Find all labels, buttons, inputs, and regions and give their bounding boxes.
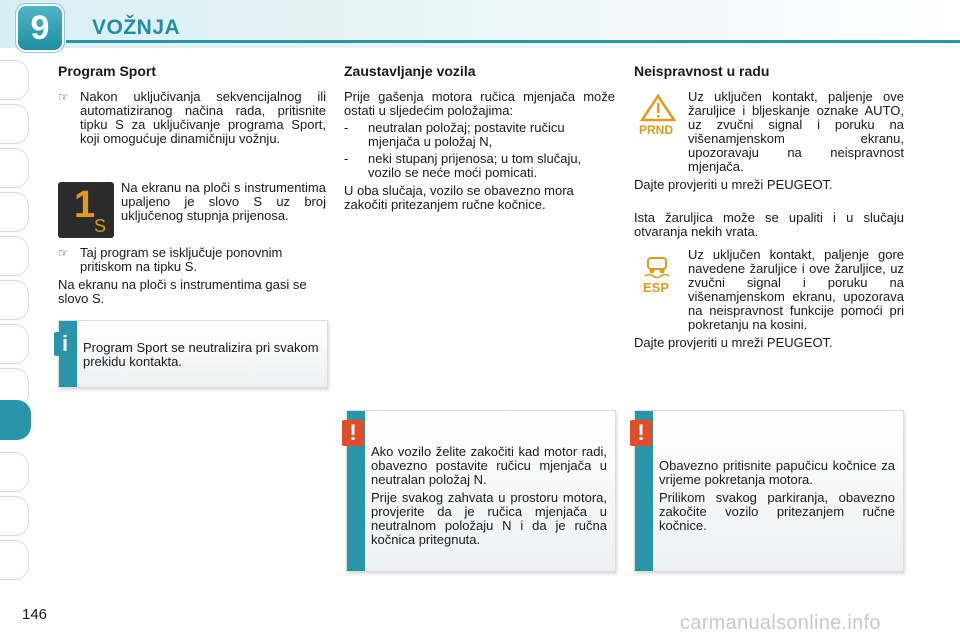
- chapter-title: VOŽNJA: [92, 16, 181, 39]
- gear-letter: S: [94, 216, 107, 236]
- chapter-tabs: [0, 60, 34, 580]
- chapter-tab[interactable]: [0, 496, 29, 536]
- list-item: - neki stupanj prijenosa; u tom slučaju, vozilo se neće moći pomicati.: [344, 152, 615, 180]
- prnd-label: PRND: [639, 123, 674, 136]
- warning-paragraph: Ako vozilo želite zakočiti kad motor radi, obavezno postavite ručicu mjenjača u neutralan položaj N.: [371, 444, 607, 487]
- prnd-paragraph: [634, 90, 904, 192]
- info-note-box: [58, 320, 328, 388]
- page-number: 146: [22, 606, 48, 623]
- paragraph: Dajte provjeriti u mreži PEUGEOT.: [634, 335, 833, 350]
- paragraph: Na ekranu na ploči s instrumentima gasi se slovo S.: [58, 277, 307, 306]
- esp-text: Uz uključen kontakt, paljenje gore navedene žaruljice i ove žaruljice, uz zvučni signal i poruku na višenamjenskom ekranu, upozorava na neispravnost funkcije pomoći pri pokretanju na kosini.: [688, 247, 904, 332]
- list-item-text: neki stupanj prijenosa; u tom slučaju, vozilo se neće moći pomicati.: [368, 151, 582, 180]
- warning-paragraph: Prilikom svakog parkiranja, obavezno zakočite vozilo pritezanjem ručne kočnice.: [659, 490, 895, 533]
- right-column: [634, 64, 904, 78]
- warning-paragraph: Obavezno pritisnite papučicu kočnice za vrijeme pokretanja motora.: [659, 458, 895, 487]
- middle-column: [344, 64, 615, 212]
- info-note-text: Program Sport se neutralizira pri svakom prekidu kontakta.: [83, 340, 319, 369]
- bullet-item: [58, 246, 326, 274]
- info-icon: i: [54, 332, 76, 356]
- list-item: - neutralan položaj; postavite ručicu mjenjača u položaj N,: [344, 121, 615, 149]
- esp-label: ESP: [643, 280, 670, 294]
- warning-note-text: [659, 459, 895, 533]
- chapter-tab[interactable]: [0, 452, 29, 492]
- header-divider: [66, 40, 960, 43]
- warning-note-text: [371, 445, 607, 547]
- hand-pointer-icon: ☞: [58, 90, 69, 104]
- warning-note-box: [346, 410, 616, 572]
- section-title-stopping: Zaustavljanje vozila: [344, 63, 476, 79]
- bullet-text: Nakon uključivanja sekvencijalnog ili automatiziranog načina rada, pritisnite tipku S za uključivanje programa Sport, koji omogućuje dinamičniju vožnju.: [80, 89, 326, 146]
- bullet-item: [58, 90, 326, 146]
- warning-icon: !: [630, 420, 652, 446]
- warning-note-box: [634, 410, 904, 572]
- paragraph: Prije gašenja motora ručica mjenjača može ostati u sljedećim položajima:: [344, 89, 615, 118]
- watermark: carmanualsonline.info: [680, 612, 881, 634]
- left-column: [58, 64, 326, 146]
- paragraph: Ista žaruljica može se upaliti i u slučaju otvaranja nekih vrata.: [634, 210, 904, 239]
- warning-paragraph: Prije svakog zahvata u prostoru motora, provjerite da je ručica mjenjača u neutralnom položaju N i da je ručna kočnica pritegnuta.: [371, 490, 607, 547]
- gear-display-image: [58, 182, 114, 238]
- chapter-tab[interactable]: [0, 236, 29, 276]
- warning-icon: !: [342, 420, 364, 446]
- paragraph: Dajte provjeriti u mreži PEUGEOT.: [634, 177, 833, 192]
- gear-digit: 1: [74, 184, 96, 226]
- chapter-tab[interactable]: [0, 60, 29, 100]
- chapter-tab[interactable]: [0, 104, 29, 144]
- hand-pointer-icon: ☞: [58, 246, 69, 260]
- bullet-text: Taj program se isključuje ponovnim pritiskom na tipku S.: [80, 245, 283, 274]
- chapter-tab[interactable]: [0, 192, 29, 232]
- chapter-tab[interactable]: [0, 280, 29, 320]
- gear-caption: Na ekranu na ploči s instrumentima upaljeno je slovo S uz broj uključenog stupnja prijenosa.: [121, 180, 326, 223]
- esp-paragraph: [634, 248, 904, 350]
- chapter-tab[interactable]: [0, 148, 29, 188]
- left-column-lower: [58, 246, 326, 306]
- prnd-text: Uz uključen kontakt, paljenje ove žaruljice i bljeskanje oznake AUTO, uz zvučni signal i poruku na višenamjenskom ekranu, upozoravaju na neispravnost mjenjača.: [688, 89, 904, 174]
- section-title-program-sport: Program Sport: [58, 63, 157, 79]
- section-title-malfunction: Neispravnost u radu: [634, 63, 770, 79]
- list-item-text: neutralan položaj; postavite ručicu mjenjača u položaj N,: [368, 120, 565, 149]
- chapter-tab-active[interactable]: [0, 400, 31, 440]
- chapter-tab[interactable]: [0, 540, 29, 580]
- chapter-tab[interactable]: [0, 324, 29, 364]
- chapter-number-badge: 9: [18, 6, 62, 50]
- paragraph: U oba slučaja, vozilo se obavezno mora zakočiti pritezanjem ručne kočnice.: [344, 183, 574, 212]
